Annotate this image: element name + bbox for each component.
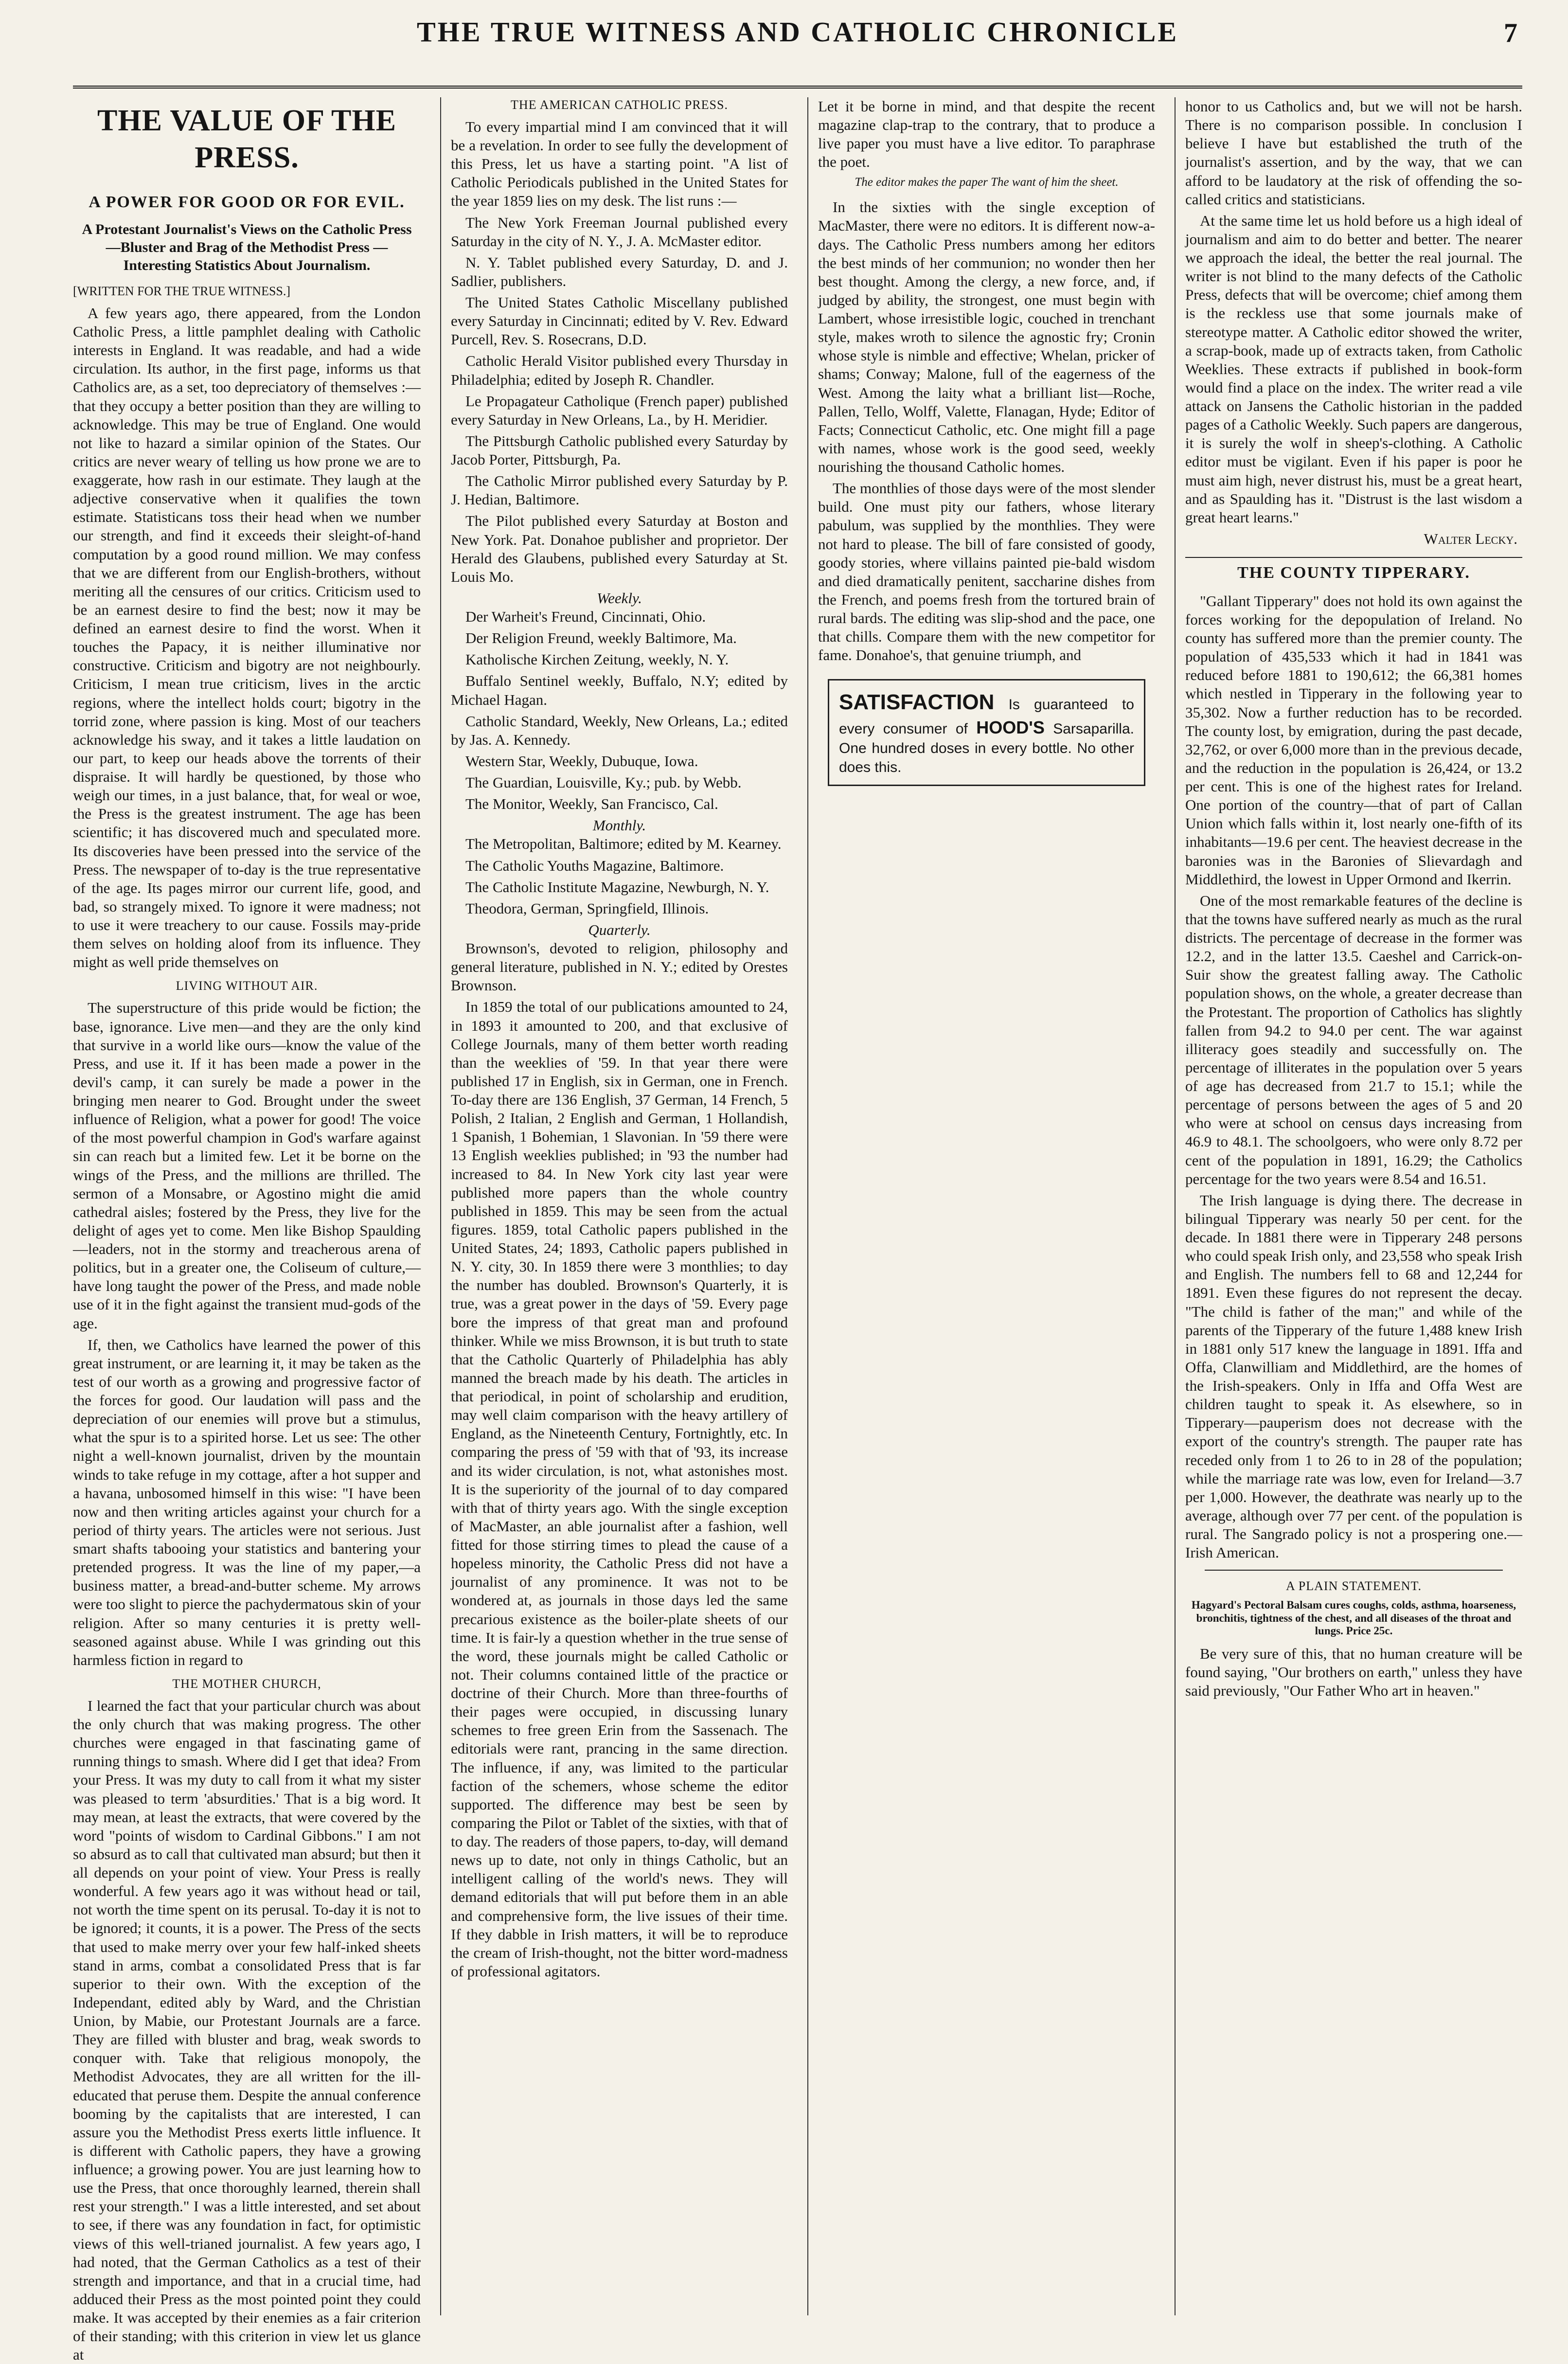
periodical-entry: The Guardian, Louisville, Ky.; pub. by Webb.: [465, 774, 742, 791]
plain-statement-headline: A PLAIN STATEMENT.: [1285, 1579, 1422, 1594]
article-subhead: A POWER FOR GOOD OR FOR EVIL.: [89, 193, 405, 211]
column-1: [73, 97, 421, 2364]
periodical-entry: The Catholic Institute Magazine, Newburgh, N. Y.: [465, 878, 769, 895]
article-paragraph: The superstructure of this pride would be fiction; the base, ignorance. Live men—and they are the only kind that survive in a world like ours—know the value of the Press, and use it. If it has been made a power in the devil's camp, it can surely be made a power in the bringing men nearer to God. Brought under the sweet influence of Religion, what a power for good! The voice of the most powerful champion in God's warfare against sin can reach but a limited few. Let it be borne on the wings of the Press, and the millions are thrilled. The sermon of a Monsabre, or Agostino might die amid cathedral aisles; fostered by the Press, they live for the delight of ages yet to come. Men like Bishop Spaulding—leaders, not in the stormy and treacherous arena of politics, but in a greater one, the Coliseum of culture,—have long taught the power of the Press, and made noble use of it in the fight against the transient mud-gods of the age.: [73, 999, 421, 1332]
ad-brand: HOOD'S: [976, 717, 1045, 737]
article-deck: A Protestant Journalist's Views on the Catholic Press—Bluster and Brag of the Methodist Press — Interesting Statistics About Journalism.: [82, 221, 412, 274]
ad-headline: SATISFACTION: [839, 690, 995, 715]
periodical-entry: The Monitor, Weekly, San Francisco, Cal.: [465, 795, 718, 813]
periodical-entry: Brownson's, devoted to religion, philosophy and general literature, published in N. Y.; edited by Orestes Brownson.: [451, 940, 788, 994]
periodical-entry: The Pilot published every Saturday at Boston and New York. Pat. Donahoe publisher and proprietor. Der Herald des Glaubens, published every Saturday at St. Louis Mo.: [451, 512, 788, 585]
periodical-entry: Catholic Standard, Weekly, New Orleans, La.; edited by Jas. A. Kennedy.: [451, 712, 788, 748]
article-paragraph: To every impartial mind I am convinced that it will be a revelation. In order to see fully the development of this Press, let us have a starting point. "A list of Catholic Periodicals published in the United States for the year 1859 lies on my desk. The list runs :—: [451, 118, 788, 210]
column-2: [440, 97, 788, 2315]
tipperary-headline: THE COUNTY TIPPERARY.: [1185, 557, 1522, 583]
list-section-label: Weekly.: [597, 589, 642, 607]
article-paragraph: If, then, we Catholics have learned the power of this great instrument, or are learning it, it may be taken as the test of our worth as a growing and progressive factor of the forces for good. Our laudation will pass and the depreciation of our enemies will prove but a stimulus, what the spur is to a spirited horse. Let us see: The other night a well-known journalist, driven by the mountain winds to take refuge in my cottage, after a hot supper and a havana, unbosomed himself in this wise: "I have been now and then writing articles against your church for a period of thirty years. The articles were not serious. Just smart shafts tabooing your statistics and bantering your pretended progress. It was the line of my paper,—a business matter, a bread-and-butter scheme. My arrows were too slight to pierce the pachydermatous skin of your religion. After so many centuries it is pretty well-seasoned against abuse. While I was grinding out this harmless fiction in regard to: [73, 1336, 421, 1668]
article-paragraph: At the same time let us hold before us a high ideal of journalism and aim to do better and better. The nearer we approach the ideal, the better the real journal. The writer is not blind to the many defects of the Catholic Press, defects that will be overcome; chief among them is the reckless use that some journals make of stereotype matter. A Catholic editor showed the writer, a scrap-book, made up of extracts taken, from Catholic Weeklies. These extracts if published in book-form would find a place on the index. The writer read a vile attack on Jansens the Catholic historian in the padded pages of a Catholic Weekly. Such papers are dangerous, it is surely the wolf in sheep's-clothing. A Catholic editor must be vigilant. Even if his paper is poor he must aim high, never distrust his, must be a great heart, and as Spaulding has it. "Distrust is the last wisdom a great heart learns.": [1185, 212, 1522, 526]
article-columns: [73, 97, 1523, 2364]
article-paragraph: In 1859 the total of our publications amounted to 24, in 1893 it amounted to 200, and that exclusive of College Journals, many of them better worth reading than the weeklies of '59. In that year there were published 17 in English, six in German, one in French. To-day there are 136 English, 37 German, 14 French, 5 Polish, 2 Italian, 2 English and German, 1 Hollandish, 1 Spanish, 1 Bohemian, 1 Slavonian. In '59 there were 13 English weeklies published; in '93 the number had increased to 84. In New York city last year were published more papers than the whole country published in 1859. This may be seen from the actual figures. 1859, total Catholic papers published in the United States, 24; 1893, Catholic papers published in N. Y. city, 30. In 1859 there were 3 monthlies; to day the number has doubled. Brownson's Quarterly, it is true, was a great power in the days of '59. Every page bore the impress of that great man and profound thinker. While we miss Brownson, it is but truth to state that the Catholic Quarterly of Philadelphia has ably manned the breach made by his death. The articles in that periodical, in point of scholarship and erudition, may well claim comparison with the heavy artillery of England, as the Nineteenth Century, Fortnightly, etc. In comparing the press of '59 with that of '93, its increase and its wider circulation, is not, what astonishes most. It is the superiority of the journal of to day compared with that of thirty years ago. With the single exception of MacMaster, an able journalist after a fashion, well fitted for those stirring times to plead the cause of a hopeless minority, the Catholic Press did not have a journalist of any prominence. It was not to be wondered at, as journals in those days led the same precarious existence as the boiler-plate sheets of our time. It is fair-ly a question whether in the true sense of the word, these journals might be called Catholic or not. Their columns contained little of the practice or doctrine of their Church. More than three-fourths of their pages were occupied, in discussing lunary schemes to free green Erin from the Sassenach. The editorials were rant, prancing in the same direction. The influence, if any, was limited to the particular faction of the schemers, whose scheme the editor supported. The difference may best be seen by comparing the Pilot or Tablet of the sixties, with that of to day. The readers of those papers, to-day, will demand news up to date, not only in things Catholic, but an intelligent calling of the world's news. They will demand editorials that will put before them in an able and comprehensive form, the live issues of their time. If they dabble in Irish matters, it will be to reproduce the cream of Irish-thought, not the bitter word-madness of professional agitators.: [451, 998, 788, 1980]
periodical-list-monthly: [451, 835, 788, 918]
periodical-entry: Catholic Herald Visitor published every Thursday in Philadelphia; edited by Joseph R. Chandler.: [451, 352, 788, 388]
hagyard-ad: Hagyard's Pectoral Balsam cures coughs, colds, asthma, hoarseness, bronchitis, tightness of the chest, and all diseases of the throat and lungs. Price 25c.: [1191, 1599, 1516, 1637]
article-paragraph: The Irish language is dying there. The decrease in bilingual Tipperary was nearly 50 per cent. for the decade. In 1881 there were in Tipperary 248 persons who could speak Irish only, and 23,558 who speak Irish and English. The numbers fell to 68 and 12,244 for 1891. Even these figures do not represent the decay. "The child is father of the man;" and while of the parents of the Tipperary of the future 1,488 knew Irish in 1881 only 517 knew the language in 1891. Iffa and Offa, Clanwilliam and Middlethird, are the homes of the Irish-speakers. Only in Iffa and Offa West are children taught to speak it. As elsewhere, so in Tipperary—pauperism does not decrease with the export of the country's strength. The pauper rate has receded only from 1 to 26 to in 28 of the population; while the marriage rate was low, even for Ireland—3.7 per 1,000. However, the deathrate was nearly up to the average, although over 77 per cent. of the population is rural. The Sangrado policy is not a prospering one.—Irish American.: [1185, 1191, 1522, 1561]
column-3: [807, 97, 1155, 2315]
divider: [1205, 1570, 1503, 1571]
periodical-list-weekly: [451, 608, 788, 813]
periodical-list: [451, 214, 788, 586]
periodical-list-quarterly: [451, 939, 788, 995]
masthead-title: THE TRUE WITNESS AND CATHOLIC CHRONICLE: [416, 16, 1179, 48]
periodical-entry: Buffalo Sentinel weekly, Buffalo, N.Y; edited by Michael Hagan.: [451, 672, 788, 708]
periodical-entry: Der Warheit's Freund, Cincinnati, Ohio.: [465, 608, 706, 626]
ad-text: Sarsaparilla. One hundred doses in every bottle. No other does this.: [839, 720, 1134, 776]
periodical-entry: The Pittsburgh Catholic published every Saturday by Jacob Porter, Pittsburgh, Pa.: [451, 432, 788, 468]
periodical-entry: The New York Freeman Journal published every Saturday in the city of N. Y., J. A. McMaster editor.: [451, 214, 788, 250]
article-paragraph: I learned the fact that your particular church was about the only church that was making progress. The other churches were engaged in that fascinating game of running things to smash. Where did I get that idea? From your Press. It was my duty to call from it what my sister was pleased to term 'absurdities.' That is a big word. It may mean, at least the extracts, that were covered by the word "points of wisdom to Cardinal Gibbons." I am not so absurd as to call that cultivated man absurd; but then it all depends on your point of view. Your Press is really wonderful. A few years ago it was without head or tail, not worth the time spent on its perusal. To-day it is not to be ignored; it counts, it is a power. The Press of the sects that used to make merry over your few half-inked sheets stand in arms, combat a consolidated Press that is far superior to their own. With the exception of the Independant, edited ably by Ward, and the Christian Union, by Mabie, our Protestant Journals are a farce. They are filled with bluster and brag, weak swords to conquer with. Take that religious monopoly, the Methodist Advocates, they are all written for the ill-educated that peruse them. Despite the annual conference booming by the capitalists that are interested, I can assure you the Methodist Press exerts little influence. It is different with Catholic papers, they have a growing influence; a growing power. You are just learning how to use the Press, that once thoroughly learned, therein shall rest your strength." I was a little interested, and set about to see, if there was any foundation in fact, for optimistic views of this well-trianed journalist. A few years ago, I had noted, that the German Catholics as a test of their strength and importance, and that in a crucial time, had adduced their Press as the most pointed point they could make. It was accepted by their enemies as a fair criterion of their standing; with this criterion in view let us glance at: [73, 1697, 421, 2364]
article-paragraph: Let it be borne in mind, and that despite the recent magazine clap-trap to the contrary, that to produce a live paper you must have a live editor. To paraphrase the poet.: [818, 98, 1155, 171]
hoods-sarsaparilla-ad: [828, 679, 1145, 786]
article-paragraph: "Gallant Tipperary" does not hold its own against the forces working for the depopulation of Ireland. No county has suffered more than the premier county. The population of 435,533 which it had in 1841 was reduced before 1881 to 190,612; the 66,381 homes which nestled in Tipperary in the following year to 35,302. Now a further reduction has to be recorded. The county lost, by emigration, during the past decade, 32,762, or over 6,000 more than in the previous decade, and the reduction in the population is 26,424, or 13.2 per cent. This is one of the highest rates for Ireland. One portion of the country—that of part of Callan Union which falls within it, lost nearly one-fifth of its inhabitants—19.6 per cent. The heaviest decrease in the baronies was in the Baronies of Slievardagh and Middlethird, the lowest in Upper Ormond and Ikerrin.: [1185, 592, 1523, 888]
section-heading: THE AMERICAN CATHOLIC PRESS.: [511, 98, 728, 112]
periodical-entry: Theodora, German, Springfield, Illinois.: [465, 899, 709, 917]
periodical-entry: The Metropolitan, Baltimore; edited by M. Kearney.: [465, 835, 782, 853]
periodical-entry: Le Propagateur Catholique (French paper) published every Saturday in New Orleans, La., by H. Meridier.: [451, 392, 788, 428]
section-heading: LIVING WITHOUT AIR.: [176, 979, 318, 993]
periodical-entry: N. Y. Tablet published every Saturday, D. and J. Sadlier, publishers.: [451, 253, 788, 289]
article-headline: THE VALUE OF THE PRESS.: [97, 104, 396, 175]
section-heading: THE MOTHER CHURCH,: [172, 1676, 321, 1691]
list-section-label: Quarterly.: [588, 921, 651, 938]
article-paragraph: In the sixties with the single exception of MacMaster, there were no editors. It is different now-a-days. The Catholic Press numbers among her editors the best minds of her communion; no wonder then her best thought. Among the clergy, a new force, and, if judged by ability, the strongest, one must begin with Lambert, whose irresistible logic, couched in trenchant style, makes wroth to silence the agnostic fry; Cronin whose style is nimble and effective; Whelan, pricker of shams; Conway; Malone, full of the eagerness of the West. Among the laity what a brilliant list—Roche, Pallen, Tello, Wolff, Valette, Flanagan, Hyde; Editor of Facts; Connecticut Catholic, etc. One might fill a page with names, whose work is the good seed, weekly nourishing the thousand Catholic homes.: [818, 198, 1155, 475]
column-4: [1175, 97, 1522, 2315]
periodical-entry: Der Religion Freund, weekly Baltimore, Ma.: [465, 629, 737, 647]
periodical-entry: The Catholic Mirror published every Saturday by P. J. Hedian, Baltimore.: [451, 472, 788, 508]
article-paragraph: One of the most remarkable features of the decline is that the towns have suffered nearly as much as the rural districts. The percentage of decrease in the former was 12.2, and in the latter 13.5. Caeshel and Carrick-on-Suir show the greatest falling away. The Catholic population shows, on the whole, a greater decrease than the Protestant. The proportion of Catholics has slightly fallen from 94.2 to 94.0 per cent. The war against illiteracy goes steadily and successfully on. The percentage of illiterates in the population over 5 years of age has decreased from 21.7 to 15.1; while the percentage of persons between the ages of 5 and 20 who were at school on census days increasing from 46.9 to 48.1. The schoolgoers, who were only 8.72 per cent of the population in 1891, 16.29; the Catholics percentage for the two years were 8.54 and 16.51.: [1185, 892, 1522, 1187]
list-section-label: Monthly.: [592, 817, 646, 834]
article-paragraph: The monthlies of those days were of the most slender build. One must pity our fathers, whose literary pabulum, was supplied by the monthlies. They were not hard to please. The bill of fare consisted of goody, goody stories, where villains painted pie-bald wisdom and died dramatically penitent, saccharine dishes from the French, and poems fresh from the tortured brain of rural bards. The editing was slip-shod and the pace, one that chills. Compare them with the new competitor for fame. Donahoe's, that genuine triumph, and: [818, 480, 1155, 664]
article-paragraph: A few years ago, there appeared, from the London Catholic Press, a little pamphlet dealing with Catholic interests in England. It was readable, and had a wide circulation. Its author, in the first page, informs us that Catholics are, as a set, too depreciatory of themselves :— that they occupy a better position than they are willing to acknowledge. This may be true of England. One would not like to hazard a similar opinion of the States. Our critics are never weary of telling us how prone we are to exaggerate, how rash in our estimate. They laugh at the adjective conservative when it qualifies the town estimate. Statisticans toss their head when we number our strength, and find it exceeds their sleight-of-hand computation by a good round million. We may confess that we are different from our English-brothers, without meriting all the censures of our critics. Criticism used to be an earnest desire to find the best; now it may be defined an earnest desire to find the worst. When it touches the Papacy, it is neither illuminative nor constructive. Criticism and bigotry are not neighbourly. Criticism, I mean true criticism, lives in the arctic regions, where the intellect holds court; bigotry in the torrid zone, where passion is king. Most of our teachers acknowledge his sway, and it takes a little laudation on our part, to keep our heads above the torrents of their dispraise. It will hardly be questioned, by those who weigh our times, in a just balance, that, for weal or woe, the Press is the greatest instrument. The age has been scientific; it has discovered much and speculated more. Its discoveries have been pressed into the service of the Press. The newspaper of to-day is the true representative of the age. Its pages mirror our current life, good, and bad, so strangely mixed. To ignore it were madness; not to use it were treachery to our cause. Fossils may-pride them selves on holding aloof from its influence. They might as well pride themselves on: [73, 304, 421, 971]
article-paragraph: Be very sure of this, that no human creature will be found saying, "Our brothers on earth," unless they have said previously, "Our Father Who art in heaven.": [1185, 1645, 1522, 1699]
article-paragraph: honor to us Catholics and, but we will not be harsh. There is no comparison possible. In conclusion I believe I have but established the truth of the journalist's assertion, and by the way, that we can afford to be laudatory at the risk of offending the so-called critics and statisticians.: [1185, 98, 1522, 208]
periodical-entry: The United States Catholic Miscellany published every Saturday in Cincinnati; edited by V. Rev. Edward Purcell, Rev. S. Rosecrans, D.D.: [451, 294, 788, 348]
periodical-entry: Katholische Kirchen Zeitung, weekly, N. Y.: [465, 651, 729, 668]
article-byline: [WRITTEN FOR THE TRUE WITNESS.]: [73, 284, 291, 298]
periodical-entry: The Catholic Youths Magazine, Baltimore.: [465, 857, 724, 874]
ad-text: Is guaranteed to every consumer of: [839, 697, 1134, 737]
masthead: [73, 13, 1522, 89]
author-signature: Walter Lecky.: [1424, 530, 1517, 547]
periodical-entry: Western Star, Weekly, Dubuque, Iowa.: [465, 752, 698, 770]
page-number: 7: [1504, 18, 1517, 48]
poem-quote: The editor makes the paper The want of him the sheet.: [855, 175, 1119, 189]
